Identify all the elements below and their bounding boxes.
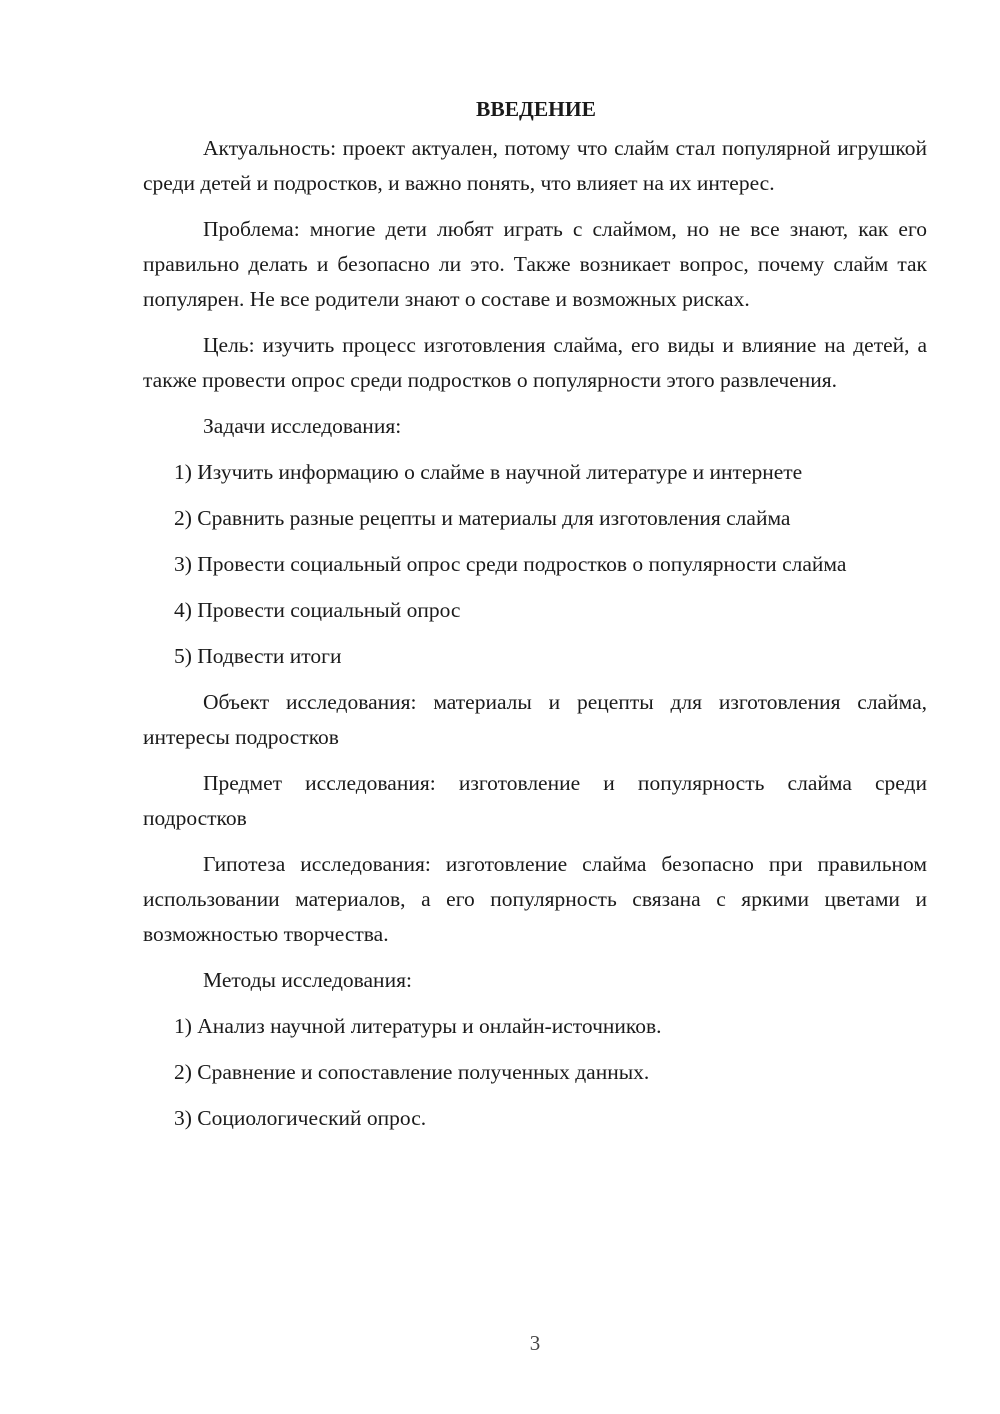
object-paragraph: Объект исследования: материалы и рецепты для изготовления слайма, интересы подростков [143,690,927,749]
task-item: 3) Провести социальный опрос среди подростков о популярности слайма [174,552,847,576]
methods-heading: Методы исследования: [203,968,412,992]
page-number: 3 [529,1331,541,1355]
goal-paragraph: Цель: изучить процесс изготовления слайма, его виды и влияние на детей, а также провести опрос среди подростков о популярности этого развлечения. [143,333,927,392]
task-item: 2) Сравнить разные рецепты и материалы для изготовления слайма [174,506,791,530]
method-item: 2) Сравнение и сопоставление полученных данных. [174,1060,650,1084]
method-item: 1) Анализ научной литературы и онлайн-источников. [174,1014,662,1038]
page-content [143,92,927,1147]
problem-paragraph: Проблема: многие дети любят играть с слаймом, но не все знают, как его правильно делать и безопасно ли это. Также возникает вопрос, почему слайм так популярен. Не все родители знают о составе и возможных рисках. [143,217,927,311]
task-item: 1) Изучить информацию о слайме в научной литературе и интернете [174,460,803,484]
hypothesis-paragraph: Гипотеза исследования: изготовление слайма безопасно при правильном использовании материалов, а его популярность связана с яркими цветами и возможностью творчества. [143,852,927,946]
method-item: 3) Социологический опрос. [174,1106,427,1130]
section-heading: ВВЕДЕНИЕ [476,97,596,121]
task-item: 4) Провести социальный опрос [174,598,461,622]
task-item: 5) Подвести итоги [174,644,342,668]
tasks-heading: Задачи исследования: [203,414,402,438]
relevance-paragraph: Актуальность: проект актуален, потому что слайм стал популярной игрушкой среди детей и подростков, и важно понять, что влияет на их интерес. [143,136,927,195]
subject-paragraph: Предмет исследования: изготовление и популярность слайма среди подростков [143,771,927,830]
